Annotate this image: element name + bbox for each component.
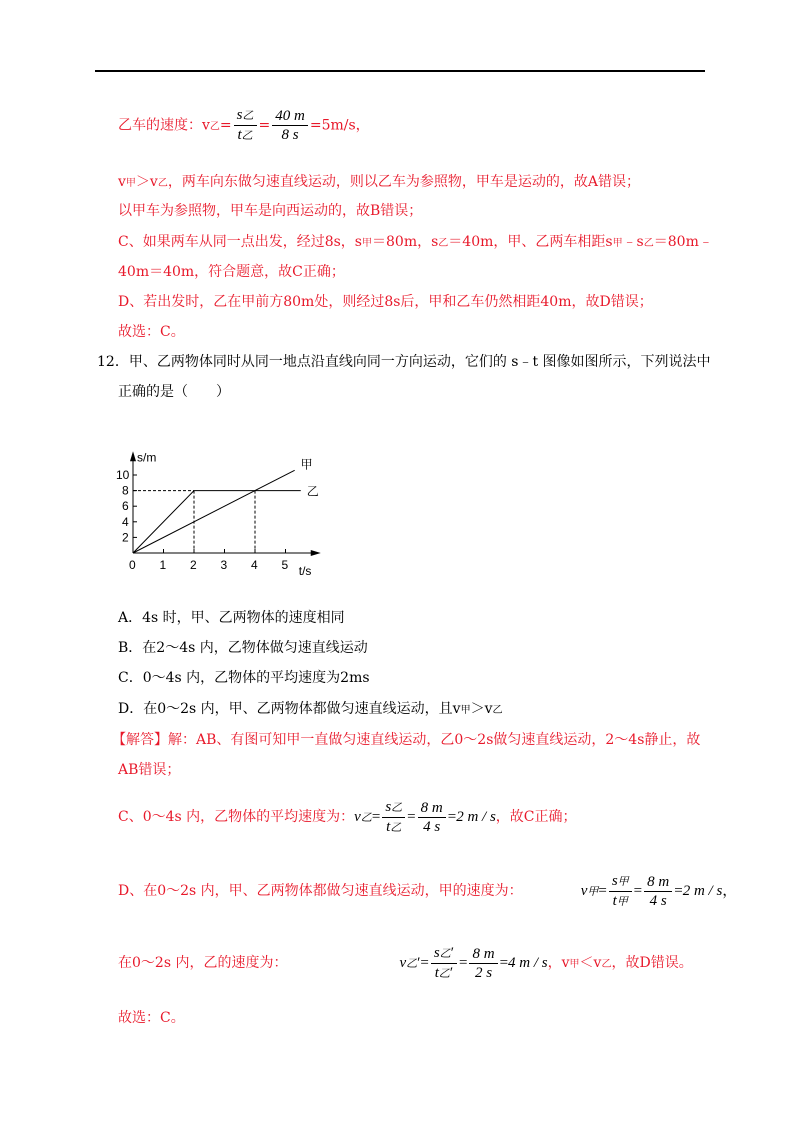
line-comparison: v甲＞v乙，两车向东做匀速直线运动，则以乙车为参照物，甲车是运动的，故A错误； [118, 174, 640, 190]
answer-line2: AB错误； [118, 762, 181, 778]
answer-yi-speed: 在0～2s 内，乙的速度为： v乙′= $\frac{\text{s乙′}}{\text{t乙′}}$ = $\frac{8 m}{2 s}$ =4 m / s，v甲＜v乙，故D错误。 [118, 945, 693, 981]
x-tick-label: 5 [281, 558, 289, 572]
x-tick-label: 4 [251, 558, 258, 572]
x-axis-arrow [311, 550, 321, 556]
x-axis-label: t/s [298, 564, 312, 578]
y-axis-arrow [130, 451, 136, 461]
question-12-line1: 12．甲、乙两物体同时从同一地点沿直线向同一方向运动，它们的 s﹣t 图像如图所示，下列说法中 [97, 354, 711, 370]
x-tick-label: 3 [220, 558, 228, 572]
line-reference-jia: 以甲车为参照物，甲车是向西运动的，故B错误； [118, 203, 423, 219]
series-label-jia: 甲 [300, 457, 313, 472]
series-line-yi [133, 491, 301, 553]
y-tick-label: 8 [122, 483, 129, 498]
answer-line1: 【解答】解：AB、有图可知甲一直做匀速直线运动，乙0～2s做匀速直线运动，2～4s静止，故 [112, 732, 701, 748]
option-a: A．4s 时，甲、乙两物体的速度相同 [118, 610, 345, 626]
line-option-c-reason: C、如果两车从同一点出发，经过8s，s甲＝80m，s乙＝40m，甲、乙两车相距s甲﹣s乙＝80m﹣ [118, 234, 713, 250]
answer-option-d: D、在0～2s 内，甲、乙两物体都做匀速直线运动，甲的速度为： v甲= $\frac{\text{s甲}}{\text{t甲}}$ = $\frac{8 m}{4 s}$ =2 m / s， [118, 873, 738, 909]
y-axis-label: s/m [137, 450, 157, 465]
y-tick-label: 4 [122, 514, 129, 529]
y-tick-label: 2 [122, 530, 129, 545]
x-tick-label: 0 [129, 558, 136, 572]
line-answer-c: 故选：C。 [118, 324, 185, 340]
y-tick-label: 6 [122, 499, 129, 514]
line-vz-speed: 乙车的速度：v乙= $\frac{\text{s乙}}{\text{t乙}}$ = $\frac{40 m}{8 s}$ =5m/s， [118, 107, 370, 143]
answer-final: 故选：C。 [118, 1010, 185, 1026]
s-t-graph [115, 405, 330, 580]
answer-option-c: C、0～4s 内，乙物体的平均速度为：v乙= $\frac{\text{s乙}}{\text{t乙}}$ = $\frac{8 m}{4 s}$ =2 m / s，故C正确； [118, 799, 577, 835]
option-c: C．0～4s 内，乙物体的平均速度为2ms [118, 670, 370, 686]
y-tick-label: 10 [116, 468, 130, 482]
question-12-line2: 正确的是（ ） [118, 384, 230, 400]
line-option-d-reason: D、若出发时，乙在甲前方80m处，则经过8s后，甲和乙车仍然相距40m，故D错误； [118, 294, 653, 310]
line-option-c-result: 40m＝40m，符合题意，故C正确； [118, 264, 345, 280]
series-line-jia [133, 470, 295, 553]
option-b: B．在2～4s 内，乙物体做匀速直线运动 [118, 640, 368, 656]
option-d: D．在0～2s 内，甲、乙两物体都做匀速直线运动，且v甲＞v乙 [118, 701, 503, 717]
header-rule [95, 70, 705, 72]
series-label-yi: 乙 [306, 484, 319, 499]
x-tick-label: 2 [190, 558, 197, 572]
x-tick-label: 1 [159, 558, 167, 572]
